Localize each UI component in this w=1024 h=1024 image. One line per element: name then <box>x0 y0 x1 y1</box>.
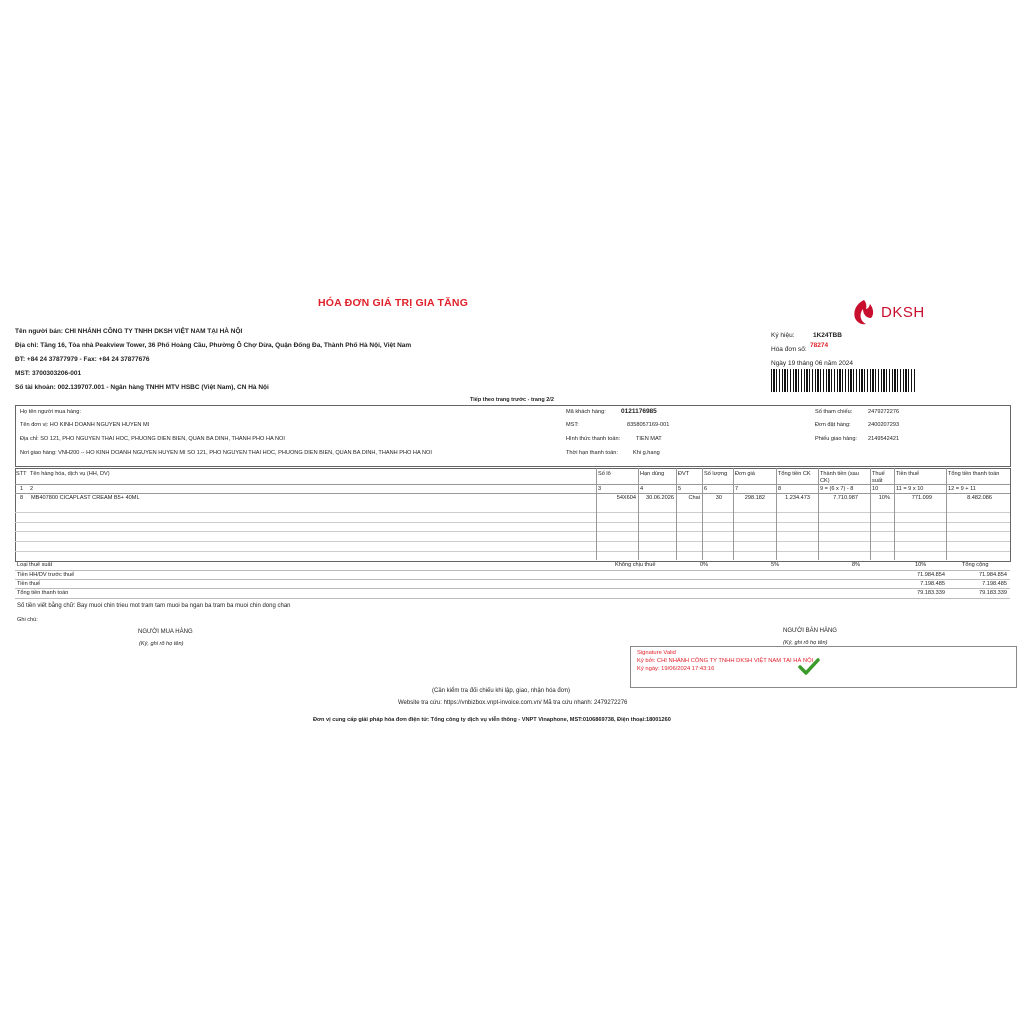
col-tax-rate: Thuế suất <box>872 471 885 484</box>
idx-10: 10 <box>872 486 879 492</box>
payment-value: TIEN MAT <box>636 436 662 442</box>
buyer-address: Địa chỉ: SO 121, PHO NGUYEN THAI HOC, PHUONG DIEN BIEN, QUAN BA DINH, THANH PHO HA NOI <box>20 436 285 442</box>
amount-in-words: Số tiền viết bằng chữ: Bay muoi chin trieu mot tram tam muoi ba ngan ba tram ba muoi chin dong chan <box>17 603 291 609</box>
mst-label: MST: <box>566 422 579 428</box>
logo-text: DKSH <box>881 304 925 321</box>
invoice-date: Ngày 19 tháng 06 năm 2024 <box>771 360 854 367</box>
total-label: Tổng tiền thanh toán <box>17 590 69 596</box>
row-subtotal: 7.710.987 <box>833 495 858 501</box>
ref-label: Số tham chiếu: <box>815 409 853 415</box>
rate-8: 8% <box>852 562 861 568</box>
dksh-logo <box>851 298 931 326</box>
buyer-sign-sub: (Ký, ghi rõ họ tên) <box>139 641 184 647</box>
lookup-info[interactable]: Website tra cứu: https://vnbizbox.vnpt-invoice.com.vn/ Mã tra cứu nhanh: 2479272276 <box>398 700 628 706</box>
col-tax: Tiền thuế <box>896 471 920 477</box>
seller-address: Địa chỉ: Tầng 16, Tòa nhà Peakview Tower, 36 Phố Hoàng Cầu, Phường Ô Chợ Dừa, Quận Đống Đa, Thành Phố Hà Nội, Việt Nam <box>15 342 412 349</box>
tax-10: 7.198.485 <box>920 581 945 587</box>
pretax-total: 71.984.854 <box>979 572 1007 578</box>
pretax-10: 71.984.854 <box>917 572 945 578</box>
mst-value: 8358057169-001 <box>627 422 670 428</box>
rate-10: 10% <box>915 562 927 568</box>
symbol-value: 1K24TBB <box>813 332 842 339</box>
col-qty: Số lượng <box>704 471 728 477</box>
digital-signature-box[interactable] <box>630 646 1017 688</box>
seller-account: Số tài khoản: 002.139707.001 - Ngân hàng TNHH MTV HSBC (Việt Nam), CN Hà Nội <box>15 384 269 391</box>
col-price: Đơn giá <box>735 471 755 477</box>
ref-value: 2479272276 <box>868 409 900 415</box>
seller-phone: ĐT: +84 24 37877979 - Fax: +84 24 37877676 <box>15 356 150 363</box>
order-value: 2400207293 <box>868 422 900 428</box>
continuation-note: Tiếp theo trang trước - trang 2/2 <box>470 397 554 403</box>
row-name: MB407800 CICAPLAST CREAM B5+ 40ML <box>31 495 140 501</box>
buyer-sign-title: NGƯỜI MUA HÀNG <box>138 629 193 635</box>
row-unit: Chai <box>688 495 700 501</box>
signature-valid: Signature Valid <box>637 650 676 656</box>
seller-sign-sub: (Ký, ghi rõ họ tên) <box>783 640 828 646</box>
col-lot: Số lô <box>598 471 611 477</box>
idx-8: 8 <box>778 486 782 492</box>
tax-total: 7.198.485 <box>982 581 1007 587</box>
idx-1: 1 <box>20 486 24 492</box>
row-discount: 1.234.473 <box>785 495 810 501</box>
idx-5: 5 <box>678 486 682 492</box>
rate-label: Loại thuế suất <box>17 562 53 568</box>
barcode <box>771 369 916 392</box>
check-note: (Cần kiểm tra đối chiếu khi lập, giao, nhận hóa đơn) <box>432 688 571 694</box>
rate-total: Tổng cộng <box>962 562 989 568</box>
seller-tax-code: MST: 3700303206-001 <box>15 370 82 377</box>
term-label: Thời hạn thanh toán: <box>566 450 618 456</box>
symbol-label: Ký hiệu: <box>771 332 795 339</box>
delivery-note-label: Phiếu giao hàng: <box>815 436 857 442</box>
row-tax-rate: 10% <box>878 495 890 501</box>
row-price: 298.182 <box>744 495 765 501</box>
rate-none: Không chịu thuế <box>615 562 656 568</box>
order-label: Đơn đặt hàng: <box>815 422 851 428</box>
payment-label: Hình thức thanh toán: <box>566 436 621 442</box>
customer-code: 0121176985 <box>621 408 657 415</box>
signed-date: Ký ngày: 19/06/2024 17:43:16 <box>637 666 715 672</box>
tax-label: Tiền thuế <box>17 581 41 587</box>
buyer-name-label: Họ tên người mua hàng: <box>20 409 81 415</box>
row-qty: 30 <box>715 495 722 501</box>
col-total: Tổng tiền thanh toán <box>948 471 1000 477</box>
customer-code-label: Mã khách hàng: <box>566 409 606 415</box>
rate-0: 0% <box>700 562 709 568</box>
delivery-note-value: 2149542421 <box>868 436 900 442</box>
row-tax: 771.099 <box>911 495 932 501</box>
row-total: 8.482.086 <box>967 495 992 501</box>
invoice-title: HÓA ĐƠN GIÁ TRỊ GIA TĂNG <box>318 297 469 309</box>
dksh-flame-icon <box>851 298 877 326</box>
col-unit: ĐVT <box>678 471 690 477</box>
idx-7: 7 <box>735 486 739 492</box>
idx-11: 11 = 9 x 10 <box>896 486 924 492</box>
buyer-unit: Tên đơn vị: HO KINH DOANH NGUYEN HUYEN MI <box>20 422 150 428</box>
seller-name: Tên người bán: CHI NHÁNH CÔNG TY TNHH DKSH VIỆT NAM TẠI HÀ NỘI <box>15 328 243 335</box>
idx-12: 12 = 9 + 11 <box>948 486 976 492</box>
idx-2: 2 <box>30 486 34 492</box>
buyer-delivery: Nơi giao hàng: VNH200 -- HO KINH DOANH NGUYEN HUYEN MI SO 121, PHO NGUYEN THAI HOC, PHUONG DIEN BIEN, QUAN BA DINH, THANH PHO HA NOI <box>20 450 432 456</box>
provider-info: Đơn vị cung cấp giải pháp hóa đơn điện tử: Tổng công ty dịch vụ viễn thông - VNPT Vinaphone, MST:0106869738, Điện thoại:18001260 <box>313 717 671 723</box>
seller-sign-title: NGƯỜI BÁN HÀNG <box>783 628 837 634</box>
col-subtotal: Thành tiền (sau CK) <box>820 471 859 484</box>
checkmark-icon <box>798 658 820 676</box>
row-expiry: 30.06.2026 <box>646 495 674 501</box>
pretax-label: Tiền HH/DV trước thuế <box>17 572 75 578</box>
col-expiry: Hạn dùng <box>640 471 665 477</box>
col-stt: STT <box>16 471 27 477</box>
signed-by: Ký bởi: CHI NHÁNH CÔNG TY TNHH DKSH VIỆT NAM TẠI HÀ NỘI <box>637 658 814 664</box>
col-discount: Tổng tiền CK <box>778 471 811 477</box>
number-label: Hóa đơn số: <box>771 346 807 353</box>
total-10: 79.183.339 <box>917 590 945 596</box>
total-total: 79.183.339 <box>979 590 1007 596</box>
note-label: Ghi chú: <box>17 617 38 623</box>
idx-6: 6 <box>704 486 708 492</box>
idx-9: 9 = (6 x 7) - 8 <box>820 486 854 492</box>
rate-5: 5% <box>771 562 780 568</box>
term-value: Khi g.hang <box>633 450 660 456</box>
idx-4: 4 <box>640 486 644 492</box>
invoice-number: 78274 <box>810 342 829 349</box>
idx-3: 3 <box>598 486 602 492</box>
row-stt: 8 <box>20 495 24 501</box>
row-lot: 54X604 <box>616 495 636 501</box>
col-name: Tên hàng hóa, dịch vụ (HH, DV) <box>30 471 110 477</box>
